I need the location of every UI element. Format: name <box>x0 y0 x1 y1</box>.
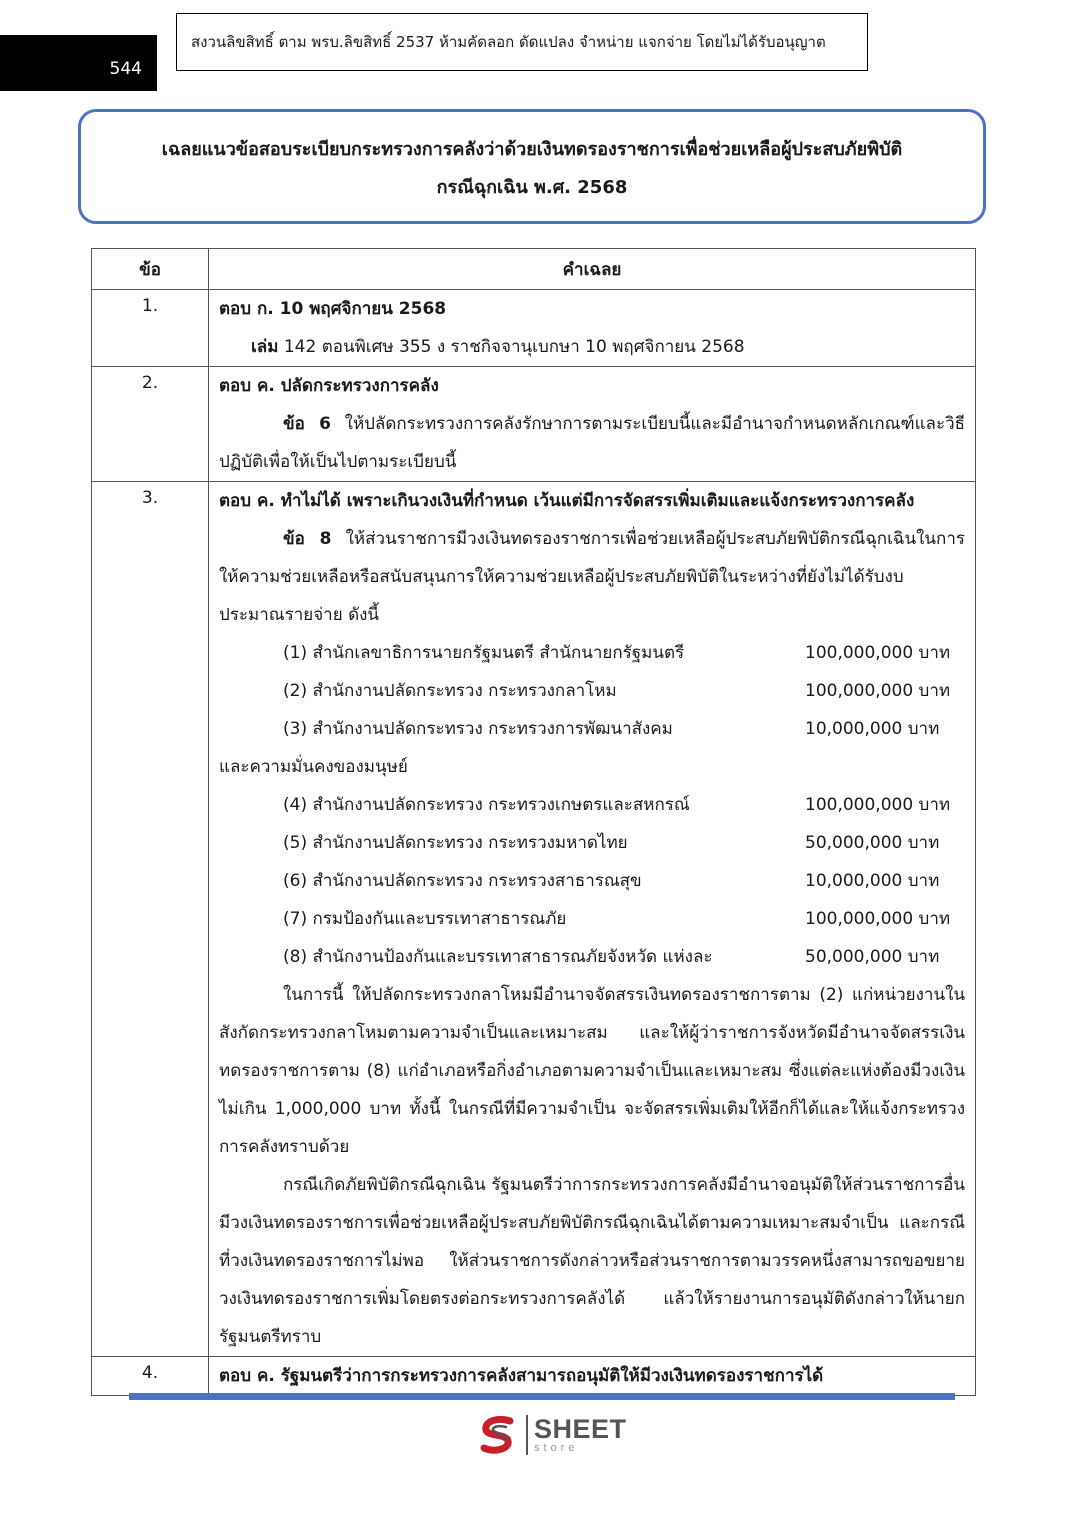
clause-paragraph <box>219 405 965 481</box>
copyright-notice: สงวนลิขสิทธิ์ ตาม พรบ.ลิขสิทธิ์ 2537 ห้ามคัดลอก ดัดแปลง จำหน่าย แจกจ่าย โดยไม่ได้รับอนุญาต <box>176 13 868 71</box>
logo-word: SHEET <box>534 1414 627 1444</box>
sheet-store-logo <box>476 1410 636 1460</box>
row-number: 3. <box>92 482 209 1357</box>
answer-cell <box>209 367 976 482</box>
sheet-store-logo-icon <box>476 1413 520 1457</box>
agency-amount: 100,000,000 บาท <box>805 795 951 815</box>
row-number: 4. <box>92 1357 209 1396</box>
agency-label: (7) กรมป้องกันและบรรเทาสาธารณภัย <box>283 909 567 929</box>
logo-text <box>534 1416 627 1454</box>
document-title <box>78 109 986 224</box>
footer-divider <box>129 1393 955 1400</box>
reference-text: 142 ตอนพิเศษ 355 ง ราชกิจจานุเบกษา 10 พฤศจิกายน 2568 <box>278 337 745 357</box>
list-item <box>219 938 965 976</box>
table-row <box>92 1357 976 1396</box>
answer-cell <box>209 290 976 367</box>
agency-amount: 100,000,000 บาท <box>805 643 951 663</box>
clause-paragraph <box>219 520 965 634</box>
page-number: 544 <box>0 35 157 91</box>
clause-label: ข้อ 6 <box>283 414 331 434</box>
table-row <box>92 482 976 1357</box>
table-header-row <box>92 249 976 290</box>
agency-label: (3) สำนักงานปลัดกระทรวง กระทรวงการพัฒนาสังคม <box>283 719 673 739</box>
paragraph: กรณีเกิดภัยพิบัติกรณีฉุกเฉิน รัฐมนตรีว่าการกระทรวงการคลังมีอำนาจอนุมัติให้ส่วนราชการอื่นมีวงเงินทดรองราชการเพื่อช่วยเหลือผู้ประสบภัยพิบัติกรณีฉุกเฉินได้ตามความเหมาะสมจำเป็น และกรณีที่วงเงินทดรองราชการไม่พอ ให้ส่วนราชการดังกล่าวหรือส่วนราชการตามวรรคหนึ่งสามารถขอขยายวงเงินทดรองราชการเพิ่มโดยตรงต่อกระทรวงการคลังได้ แล้วให้รายงานการอนุมัติดังกล่าวให้นายกรัฐมนตรีทราบ <box>219 1175 965 1347</box>
logo-divider <box>526 1415 528 1455</box>
agency-amount: 100,000,000 บาท <box>805 909 951 929</box>
agency-label: (8) สำนักงานป้องกันและบรรเทาสาธารณภัยจังหวัด แห่งละ <box>283 947 713 967</box>
agency-label: (2) สำนักงานปลัดกระทรวง กระทรวงกลาโหม <box>283 681 617 701</box>
clause-text: ให้ส่วนราชการมีวงเงินทดรองราชการเพื่อช่วยเหลือผู้ประสบภัยพิบัติกรณีฉุกเฉินในการให้ความช่วยเหลือหรือสนับสนุนการให้ความช่วยเหลือผู้ประสบภัยพิบัติในระหว่างที่ยังไม่ได้รับงบประมาณรายจ่าย ดังนี้ <box>219 529 965 625</box>
agency-label: (4) สำนักงานปลัดกระทรวง กระทรวงเกษตรและสหกรณ์ <box>283 795 690 815</box>
clause-text: ให้ปลัดกระทรวงการคลังรักษาการตามระเบียบนี้และมีอำนาจกำหนดหลักเกณฑ์และวิธีปฏิบัติเพื่อให้เป็นไปตามระเบียบนี้ <box>219 414 965 472</box>
column-header-no: ข้อ <box>92 249 209 290</box>
list-item <box>219 824 965 862</box>
agency-amount: 100,000,000 บาท <box>805 681 951 701</box>
column-header-answer: คำเฉลย <box>209 249 976 290</box>
reference-label: เล่ม <box>251 337 279 357</box>
list-item <box>219 710 965 748</box>
answer-table <box>91 248 976 1396</box>
agency-amount: 10,000,000 บาท <box>805 719 940 739</box>
agency-label: (6) สำนักงานปลัดกระทรวง กระทรวงสาธารณสุข <box>283 871 642 891</box>
title-line-1: เฉลยแนวข้อสอบระเบียบกระทรวงการคลังว่าด้วยเงินทดรองราชการเพื่อช่วยเหลือผู้ประสบภัยพิบัติ <box>161 139 903 160</box>
table-row <box>92 367 976 482</box>
agency-amount: 10,000,000 บาท <box>805 871 940 891</box>
agency-amount: 50,000,000 บาท <box>805 833 940 853</box>
logo-subword: store <box>534 1442 579 1454</box>
agency-label: (5) สำนักงานปลัดกระทรวง กระทรวงมหาดไทย <box>283 833 628 853</box>
agency-label: (1) สำนักเลขาธิการนายกรัฐมนตรี สำนักนายกรัฐมนตรี <box>283 643 685 663</box>
title-line-2: กรณีฉุกเฉิน พ.ศ. 2568 <box>436 177 628 198</box>
list-item-continuation: และความมั่นคงของมนุษย์ <box>219 757 408 777</box>
table-row <box>92 290 976 367</box>
paragraph: ในการนี้ ให้ปลัดกระทรวงกลาโหมมีอำนาจจัดสรรเงินทดรองราชการตาม (2) แก่หน่วยงานในสังกัดกระทรวงกลาโหมตามความจำเป็นและเหมาะสม และให้ผู้ว่าราชการจังหวัดมีอำนาจจัดสรรเงินทดรองราชการตาม (8) แก่อำเภอหรือกิ่งอำเภอตามความจำเป็นและเหมาะสม ซึ่งแต่ละแห่งต้องมีวงเงินไม่เกิน 1,000,000 บาท ทั้งนี้ ในกรณีที่มีความจำเป็น จะจัดสรรเพิ่มเติมให้อีกก็ได้และให้แจ้งกระทรวงการคลังทราบด้วย <box>219 985 965 1157</box>
answer-choice: ตอบ ค. ปลัดกระทรวงการคลัง <box>219 376 439 396</box>
answer-choice: ตอบ ค. รัฐมนตรีว่าการกระทรวงการคลังสามารถอนุมัติให้มีวงเงินทดรองราชการได้ <box>219 1366 824 1386</box>
list-item <box>219 672 965 710</box>
answer-cell <box>209 1357 976 1396</box>
list-item <box>219 634 965 672</box>
list-item <box>219 786 965 824</box>
list-item <box>219 900 965 938</box>
answer-choice: ตอบ ค. ทำไม่ได้ เพราะเกินวงเงินที่กำหนด เว้นแต่มีการจัดสรรเพิ่มเติมและแจ้งกระทรวงการคลัง <box>219 491 915 511</box>
clause-label: ข้อ 8 <box>283 529 332 549</box>
answer-choice: ตอบ ก. 10 พฤศจิกายน 2568 <box>219 299 447 319</box>
row-number: 2. <box>92 367 209 482</box>
list-item <box>219 862 965 900</box>
agency-amount: 50,000,000 บาท <box>805 947 940 967</box>
reference-line <box>219 328 965 366</box>
answer-cell <box>209 482 976 1357</box>
row-number: 1. <box>92 290 209 367</box>
